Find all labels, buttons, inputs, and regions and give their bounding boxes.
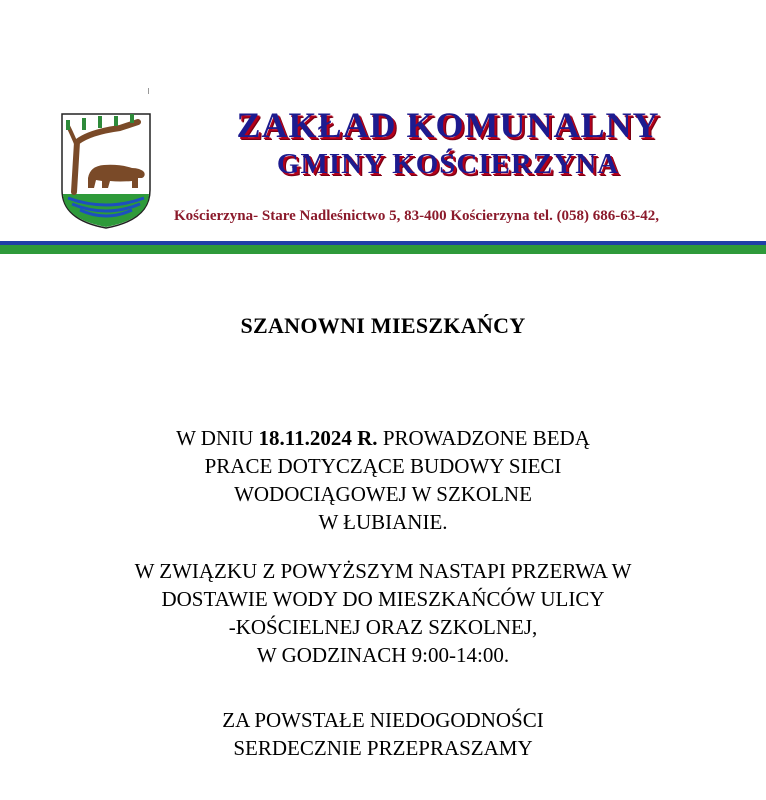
- notice-heading: SZANOWNI MIESZKAŃCY: [240, 313, 526, 338]
- org-name-line1: ZAKŁAD KOMUNALNY: [236, 105, 660, 145]
- notice-line: W ŁUBIANIE.: [318, 510, 448, 534]
- notice-line: -KOŚCIELNEJ ORAZ SZKOLNEJ,: [228, 615, 538, 639]
- notice-line: [0, 424, 766, 452]
- notice-line-text: PROWADZONE BEDĄ: [377, 426, 590, 450]
- org-name-line2: GMINY KOŚCIERZYNA: [276, 148, 620, 180]
- notice-line: WODOCIĄGOWEJ W SZKOLNE: [234, 482, 532, 506]
- notice-line: DOSTAWIE WODY DO MIESZKAŃCÓW ULICY: [161, 587, 605, 611]
- notice-line: W GODZINACH 9:00-14:00.: [256, 643, 510, 667]
- scan-mark: [148, 88, 149, 94]
- notice-line: ZA POWSTAŁE NIEDOGODNOŚCI: [222, 708, 544, 732]
- notice-line: SERDECZNIE PRZEPRASZAMY: [233, 736, 533, 760]
- notice-date: 18.11.2024 R.: [258, 426, 378, 450]
- notice-line-text: W DNIU: [176, 426, 259, 450]
- org-address: Kościerzyna- Stare Nadleśnictwo 5, 83-400 Kościerzyna tel. (058) 686-63-42,: [174, 208, 660, 224]
- notice-line: PRACE DOTYCZĄCE BUDOWY SIECI: [204, 454, 562, 478]
- notice-paragraph-apology: [0, 706, 766, 762]
- notice-paragraph-works: [0, 424, 766, 536]
- header-rule-green: [0, 245, 766, 254]
- notice-line: W ZWIĄZKU Z POWYŻSZYM NASTAPI PRZERWA W: [134, 559, 632, 583]
- notice-paragraph-outage: [0, 557, 766, 669]
